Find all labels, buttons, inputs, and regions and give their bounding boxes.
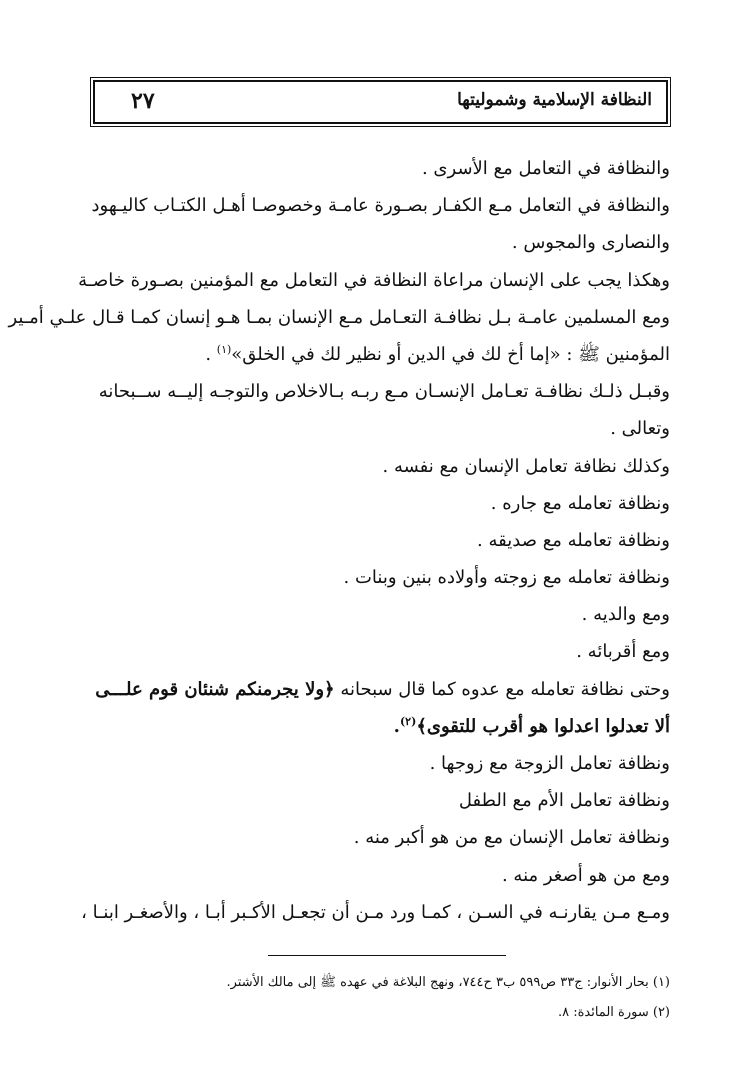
text-line: ومع المسلمين عامـة بـل نظافـة التعـامل مـع الإنسان بمـا هـو إنسان كمـا قـال علـي أمـير xyxy=(8,306,670,328)
text-line: ونظافة تعامل الإنسان مع من هو أكبر منه . xyxy=(353,827,670,849)
text-line: ومـع مـن يقارنـه في السـن ، كمـا ورد مـن أن تجعـل الأكـبر أبـا ، والأصغـر ابنـا ، xyxy=(81,901,670,923)
text-line: ونظافة تعامله مع جاره . xyxy=(490,492,670,514)
text-line: المؤمنين ﷺ : «إما أخ لك في الدين أو نظير لك في الخلق»$^{(١)}$ . xyxy=(205,342,670,365)
text-line: وتعالى . xyxy=(610,418,670,440)
main-text xyxy=(8,150,670,931)
text-line: والنصارى والمجوس . xyxy=(511,232,670,254)
running-header xyxy=(93,80,668,124)
footnote-ref-1: (١) xyxy=(216,342,232,356)
page-number: ٢٧ xyxy=(131,88,155,114)
text-line: ومع أقربائه . xyxy=(576,641,670,663)
footnote: (١) بحار الأنوار: ج٣٣ ص٥٩٩ ب٣ ح٧٤٤، ونهج البلاغة في عهده ﷺ إلى مالك الأشتر. xyxy=(226,975,670,990)
footnote: (٢) سورة المائدة: ٨. xyxy=(557,1005,670,1020)
text-line: ونظافة تعامل الأم مع الطفل xyxy=(458,790,670,812)
text-line: ومع والديه . xyxy=(581,604,670,626)
quran-verse: ﴿ولا يجرمنكم شنئان قوم علـــى xyxy=(95,678,335,700)
text-line: والنظافة في التعامل مع الأسرى . xyxy=(421,158,670,179)
text-line: وكذلك نظافة تعامل الإنسان مع نفسه . xyxy=(382,455,670,477)
text-line: ونظافة تعامل الزوجة مع زوجها . xyxy=(429,753,670,774)
text-line: ومع من هو أصغر منه . xyxy=(501,864,670,886)
footnotes xyxy=(100,968,670,1028)
text-line: ونظافة تعامله مع زوجته وأولاده بنين وبنات . xyxy=(343,567,670,589)
text-line: ونظافة تعامله مع صديقه . xyxy=(477,529,670,551)
text-line: وقبـل ذلـك نظافـة تعـامل الإنسـان مـع ربـه بـالاخلاص والتوجـه إليــه ســبحانه xyxy=(98,381,670,403)
text-line: ألا تعدلوا اعدلوا هو أقرب للتقوى﴾$^{(٢)}$. xyxy=(393,714,670,737)
running-title: النظافة الإسلامية وشموليتها xyxy=(457,90,652,110)
footnote-separator xyxy=(268,955,506,956)
text-line: وحتى نظافة تعامله مع عدوه كما قال سبحانه ﴿ولا يجرمنكم شنئان قوم علـــى xyxy=(95,678,670,700)
footnote-ref-2: (٢) xyxy=(399,714,417,728)
text-line: والنظافة في التعامل مـع الكفـار بصـورة عامـة وخصوصـا أهـل الكتـاب كاليـهود xyxy=(91,195,670,217)
text-line: وهكذا يجب على الإنسان مراعاة النظافة في التعامل مع المؤمنين بصـورة خاصـة xyxy=(78,269,670,291)
